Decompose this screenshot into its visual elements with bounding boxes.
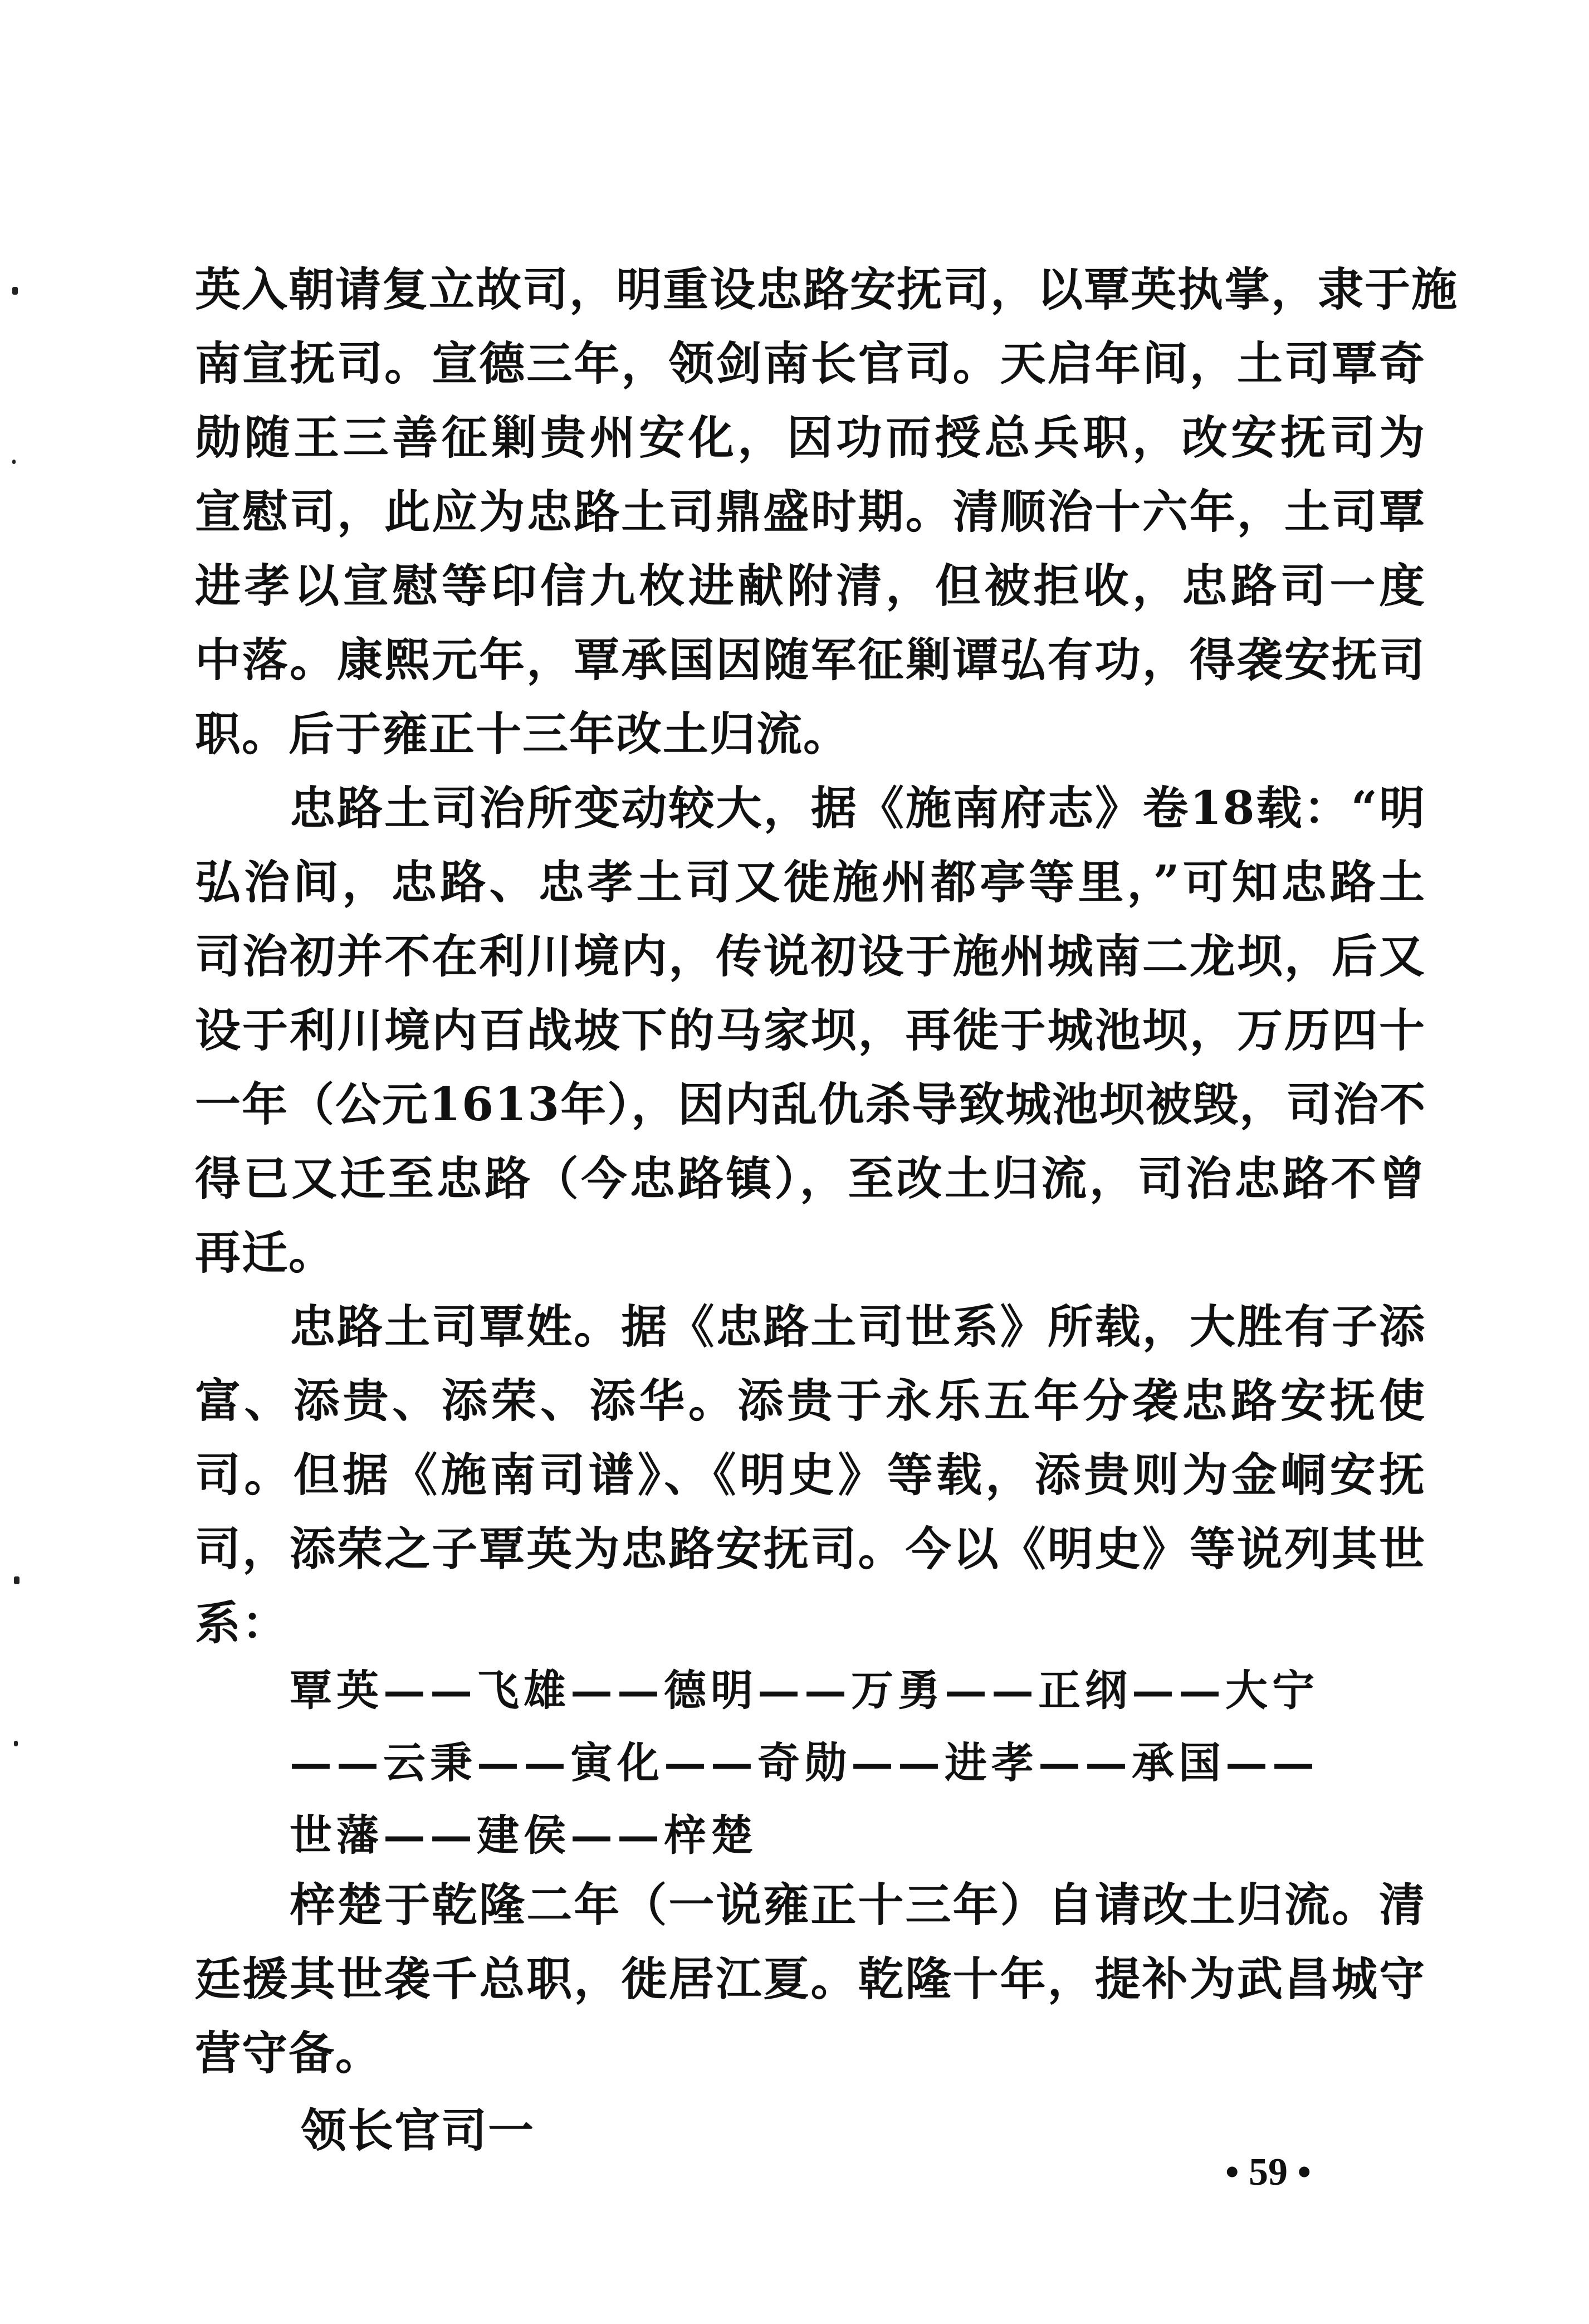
paragraph-2-line-5: 一年（公元1613年），因内乱仇杀导致城池坝被毁，司治不 [195, 1078, 1427, 1131]
lineage-line-2: ——云秉——寅化——奇勋——进孝——承国—— [290, 1738, 1319, 1788]
paragraph-1-line-6: 中落。康熙元年，覃承国因随军征剿谭弘有功，得袭安抚司 [195, 633, 1426, 687]
paragraph-2-line-6: 得已又迁至忠路（今忠路镇），至改土归流，司治忠路不曾 [195, 1152, 1426, 1205]
scan-speck [14, 1576, 19, 1584]
paragraph-1-line-3: 勋随王三善征剿贵州安化，因功而授总兵职，改安抚司为 [195, 411, 1426, 465]
paragraph-1-line-4: 宣慰司，此应为忠路土司鼎盛时期。清顺治十六年，土司覃 [195, 485, 1426, 539]
page-number: • 59 • [1225, 2151, 1312, 2194]
lineage-line-3: 世藩——建侯——梓楚 [290, 1810, 757, 1860]
paragraph-2-line-1: 忠路土司治所变动较大，据《施南府志》卷18载：“明 [290, 782, 1426, 835]
scan-speck [12, 287, 18, 295]
paragraph-3-line-4: 司，添荣之子覃英为忠路安抚司。今以《明史》等说列其世 [195, 1522, 1426, 1576]
paragraph-3-line-1: 忠路土司覃姓。据《忠路土司世系》所载，大胜有子添 [290, 1300, 1426, 1354]
closing-line-2: 廷援其世袭千总职，徙居江夏。乾隆十年，提补为武昌城守 [195, 1952, 1426, 2006]
scan-speck [14, 1741, 18, 1746]
paragraph-3-line-2: 富、添贵、添荣、添华。添贵于永乐五年分袭忠路安抚使 [195, 1374, 1426, 1428]
paragraph-2-line-7: 再迁。 [195, 1226, 336, 1280]
paragraph-1-line-5: 进孝以宣慰等印信九枚进献附清，但被拒收，忠路司一度 [195, 559, 1426, 613]
paragraph-1-line-1: 英入朝请复立故司，明重设忠路安抚司，以覃英执掌，隶于施 [195, 263, 1459, 316]
scan-speck [12, 460, 16, 464]
paragraph-2-line-3: 司治初并不在利川境内，传说初设于施州城南二龙坝，后又 [195, 930, 1426, 983]
paragraph-2-line-4: 设于利川境内百战坡下的马家坝，再徙于城池坝，万历四十 [195, 1004, 1426, 1057]
lineage-line-1: 覃英——飞雄——德明——万勇——正纲——大宁 [290, 1666, 1319, 1715]
paragraph-3-line-5: 系： [195, 1596, 289, 1650]
closing-line-1: 梓楚于乾隆二年（一说雍正十三年）自请改土归流。清 [290, 1878, 1426, 1932]
closing-line-3: 营守备。 [195, 2027, 383, 2080]
paragraph-2-line-2: 弘治间，忠路、忠孝土司又徙施州都亭等里，”可知忠路土 [195, 856, 1426, 909]
next-section-heading: 领长官司一 [301, 2104, 535, 2157]
paragraph-1-line-2: 南宣抚司。宣德三年，领剑南长官司。天启年间，土司覃奇 [195, 337, 1426, 390]
paragraph-3-line-3: 司。但据《施南司谱》、《明史》等载，添贵则为金峒安抚 [195, 1448, 1426, 1502]
paragraph-1-line-7: 职。后于雍正十三年改土归流。 [195, 707, 850, 761]
